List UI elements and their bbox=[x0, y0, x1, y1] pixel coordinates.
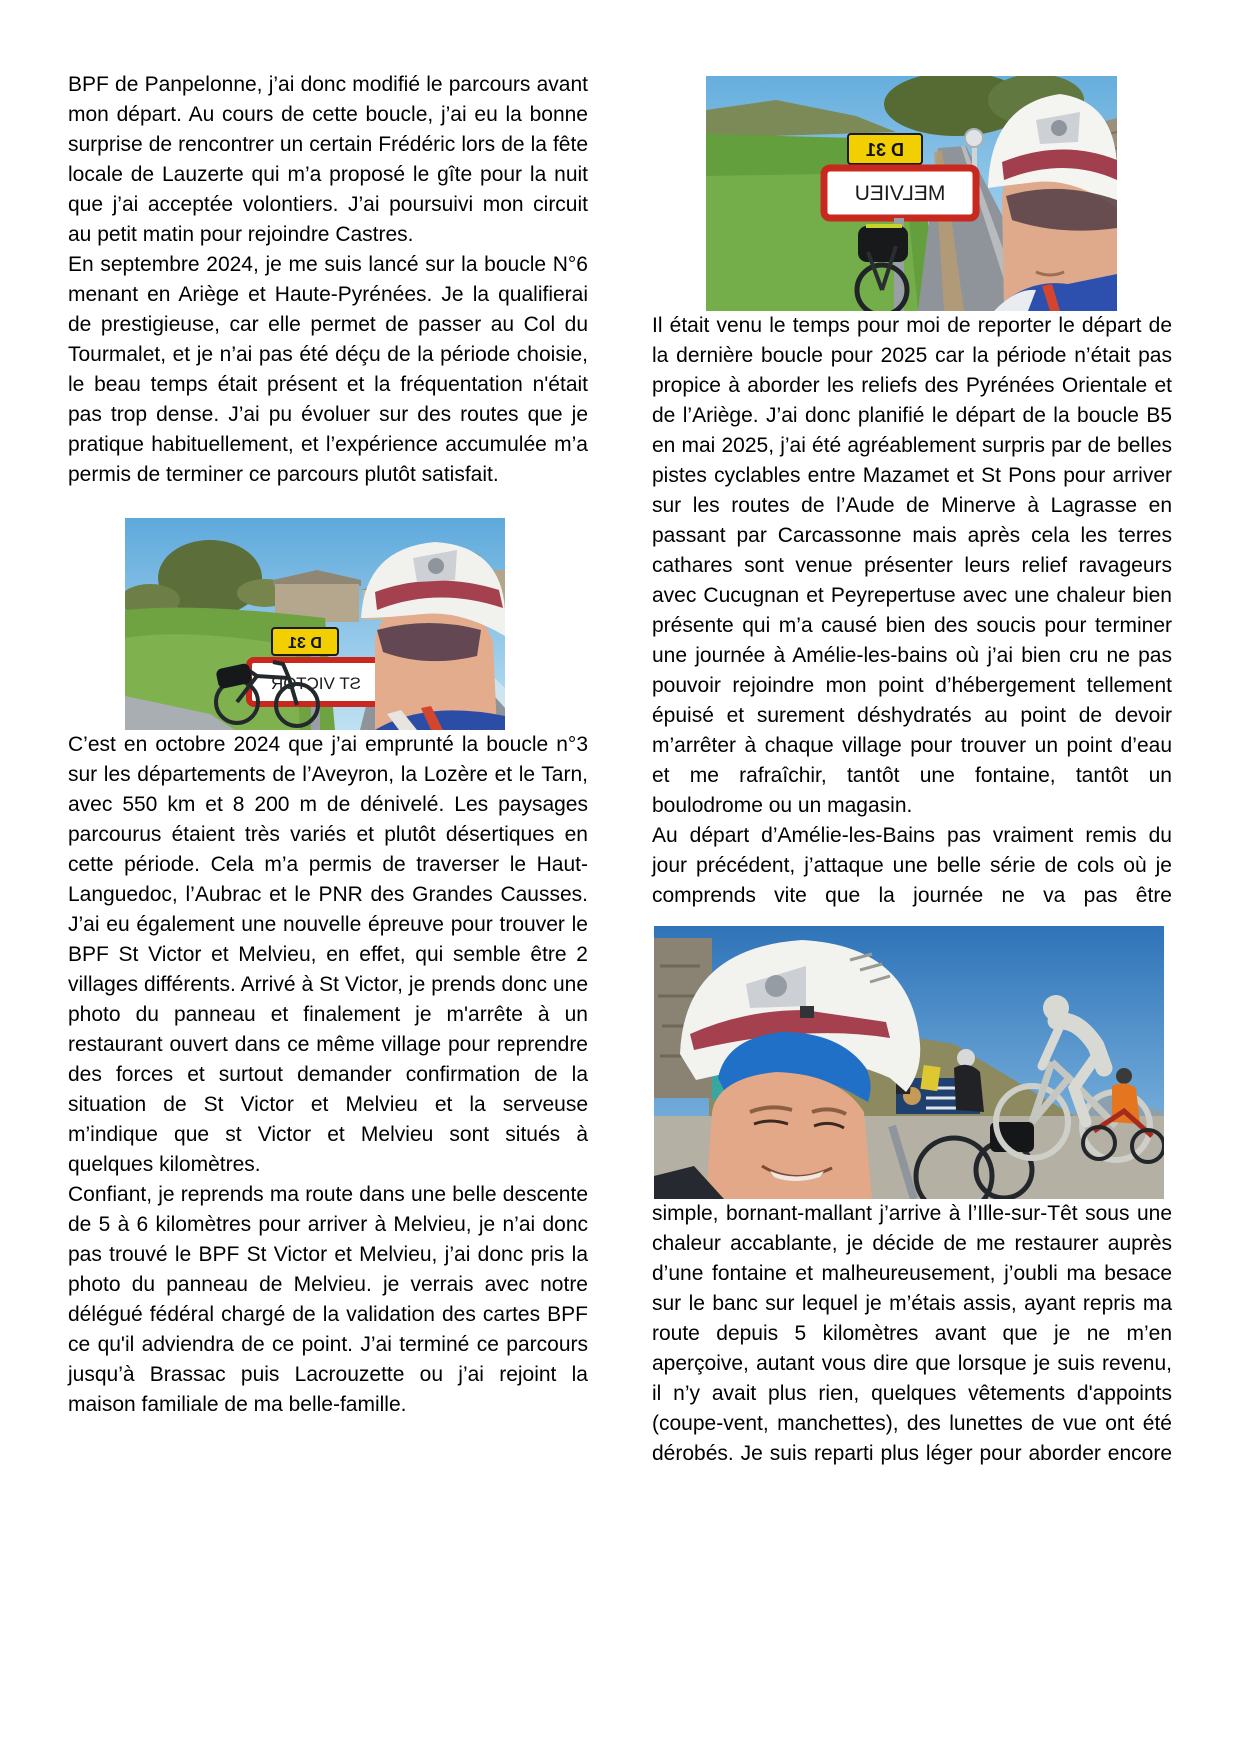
road-sign-d31 bbox=[848, 134, 922, 164]
photo-tourmalet-selfie bbox=[654, 926, 1164, 1199]
village-sign-st-victor-text: ST VICTOR bbox=[270, 674, 362, 693]
strap-buckle bbox=[800, 1006, 814, 1018]
left-paragraph-2: En septembre 2024, je me suis lancé sur la boucle N°6 menant en Ariège et Haute-Pyrénées. Je la qualifierai de prestigieuse, car elle permet de passer au Col du Tourmalet, et je n’ai pas été déçu de la période choisie, le beau temps était présent et la fréquentation n'était pas trop dense. J’ai pu évoluer sur des routes que je pratique habituellement, et l’expérience accumulée m’a permis de terminer ce parcours plutôt satisfait. bbox=[68, 253, 588, 486]
st-victor-photo-scene bbox=[125, 518, 505, 730]
road-sign-d31 bbox=[272, 628, 338, 655]
photo-melvieu-selfie bbox=[706, 76, 1117, 311]
left-paragraph-4: Confiant, je reprends ma route dans une belle descente de 5 à 6 kilomètres pour arriver à Melvieu, je n’ai donc pas trouvé le BPF St Victor et Melvieu, j’ai donc pris la photo du panneau de Melvieu. je verrais avec notre délégué fédéral chargé de la validation des cartes BPF ce qu'il adviendra de ce point. J’ai terminé ce parcours jusqu’à Brassac puis Lacrouzette ou j’ai rejoint la maison familiale de ma belle-famille. bbox=[68, 1183, 588, 1416]
right-column bbox=[652, 70, 1172, 1469]
village-sign-melvieu bbox=[824, 168, 976, 218]
photo-st-victor-selfie bbox=[125, 518, 505, 730]
road-sign-d31-text: D 31 bbox=[288, 635, 322, 652]
melvieu-photo-scene bbox=[706, 76, 1117, 311]
right-paragraph-2: Au départ d’Amélie-les-Bains pas vraiment remis du jour précédent, j’attaque une belle série de cols où je comprends vite que la journée ne va pas être bbox=[652, 824, 1172, 907]
tourmalet-photo-scene bbox=[654, 926, 1164, 1199]
village-sign-melvieu-text: MELVIEU bbox=[854, 182, 946, 205]
right-paragraph-3: simple, bornant-mallant j’arrive à l’Ille-sur-Têt sous une chaleur accablante, je décide de me restaurer auprès d’une fontaine et malheureusement, j’oubli ma besace sur le banc sur lequel je m’étais assis, ayant repris ma route depuis 5 kilomètres avant que je ne m’en aperçoive, autant vous dire que lorsque je suis revenu, il n’y avait plus rien, quelques vêtements d'appoints (coupe-vent, manchettes), des lunettes de vue ont été dérobés. Je suis reparti plus léger pour aborder encore bbox=[652, 1202, 1172, 1465]
cyclist-selfie bbox=[361, 542, 505, 730]
left-paragraph-1: BPF de Panpelonne, j’ai donc modifié le parcours avant mon départ. Au cours de cette boucle, j’ai eu la bonne surprise de rencontrer un certain Frédéric lors de la fête locale de Lauzerte qui m’a proposé le gîte pour la nuit que j’ai acceptée volontiers. J’ai poursuivi mon circuit au petit matin pour rejoindre Castres. bbox=[68, 73, 588, 246]
road-sign-d31-text: D 31 bbox=[865, 140, 905, 160]
left-column bbox=[68, 70, 588, 1420]
right-paragraph-1: Il était venu le temps pour moi de reporter le départ de la dernière boucle pour 2025 car la période n’était pas propice à aborder les reliefs des Pyrénées Orientale et de l’Ariège. J’ai donc planifié le départ de la boucle B5 en mai 2025, j’ai été agréablement surpris par de belles pistes cyclables entre Mazamet et St Pons pour arriver sur les routes de l’Aude de Minerve à Lagrasse en passant par Carcassonne mais après cela les terres cathares sont venue présenter leurs relief ravageurs avec Cucugnan et Peyrepertuse avec une chaleur bien présente qui m’a causé bien des soucis pour terminer une journée à Amélie-les-bains où j’ai bien cru ne pas pouvoir rejoindre mon point d’hébergement tellement épuisé et surement déshydratés au point de devoir m’arrêter à chaque village pour trouver un point d’eau et me rafraîchir, tantôt une fontaine, tantôt un boulodrome ou un magasin. bbox=[652, 314, 1172, 817]
left-paragraph-3: C’est en octobre 2024 que j’ai emprunté la boucle n°3 sur les départements de l’Aveyron, la Lozère et le Tarn, avec 550 km et 8 200 m de dénivelé. Les paysages parcourus étaient très variés et plutôt désertiques en cette période. Cela m’a permis de traverser le Haut-Languedoc, l’Aubrac et le PNR des Grandes Causses. J’ai eu également une nouvelle épreuve pour trouver le BPF St Victor et Melvieu, en effet, qui semble être 2 villages différents. Arrivé à St Victor, je prends donc une photo du panneau et finalement je m'arrête à un restaurant ouvert dans ce même village pour reprendre des forces et surtout demander confirmation de la situation de St Victor et Melvieu et la serveuse m’indique que st Victor et Melvieu sont situés à quelques kilomètres. bbox=[68, 733, 588, 1176]
cyclist-selfie bbox=[988, 94, 1117, 311]
